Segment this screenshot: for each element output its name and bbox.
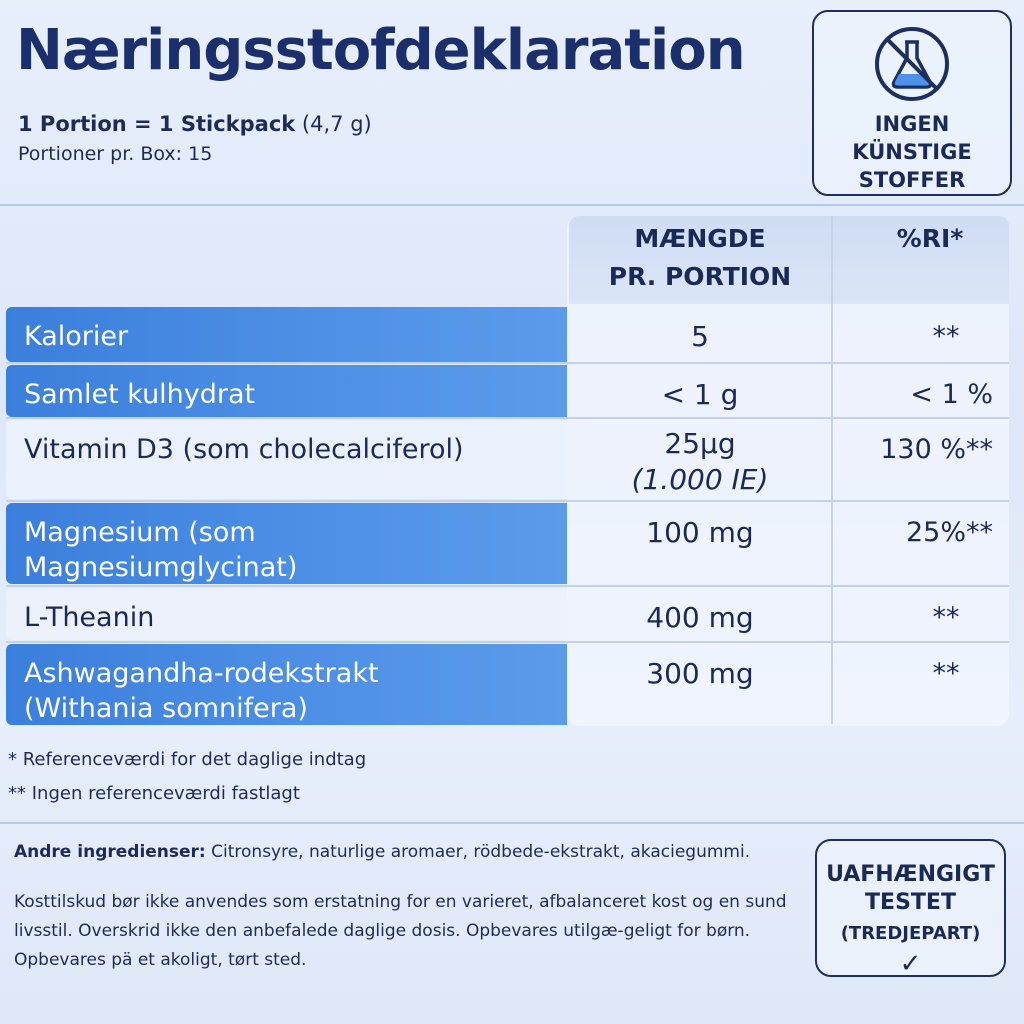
row-amount	[569, 420, 831, 499]
row-name: Magnesium (som Magnesiumglycinat)	[6, 503, 567, 584]
row-ri: **	[932, 658, 960, 689]
row-amount-value: 100 mg	[646, 516, 754, 549]
row-separator	[6, 585, 1009, 587]
servings-per-box: Portioner pr. Box: 15	[18, 143, 213, 165]
row-amount	[569, 588, 831, 640]
row-amount-value: < 1 g	[661, 378, 739, 411]
header-amount-line2: PR. PORTION	[608, 262, 792, 291]
row-separator	[6, 362, 1009, 364]
row-name: Vitamin D3 (som cholecalciferol)	[6, 420, 567, 499]
ingredients-label: Andre ingredienser:	[14, 842, 206, 862]
ingredients-text: Citronsyre, naturlige aromaer, rödbede-ekstrakt, akaciegummi.	[205, 842, 751, 862]
row-amount-sub: (1.000 IE)	[631, 463, 769, 496]
header-ri-label: %RI*	[896, 224, 964, 253]
table-row	[6, 307, 1009, 362]
row-ri: **	[932, 321, 960, 352]
independent-tested-badge	[815, 839, 1006, 977]
row-ri: **	[932, 602, 960, 633]
row-separator	[6, 417, 1009, 419]
row-amount	[569, 307, 831, 362]
row-amount-value: 25µg	[664, 427, 736, 460]
row-amount	[569, 365, 831, 417]
badge-bottom-line3: (TREDJEPART)	[840, 923, 981, 944]
badge-bottom-line1: UAFHÆNGIGT	[826, 862, 995, 887]
badge-top-line3: STOFFER	[858, 168, 966, 192]
portion-size-bold: 1 Portion = 1 Stickpack	[18, 112, 296, 136]
table-row	[6, 420, 1009, 499]
badge-bottom-line2: TESTET	[865, 890, 956, 915]
row-amount	[569, 644, 831, 725]
no-flask-icon	[872, 24, 952, 104]
portion-size	[18, 112, 372, 136]
row-separator	[6, 500, 1009, 502]
header-amount	[569, 216, 831, 304]
row-separator	[6, 641, 1009, 643]
row-amount-value: 5	[691, 320, 709, 353]
table-row	[6, 644, 1009, 725]
row-amount-value: 400 mg	[646, 601, 754, 634]
disclaimer-text: Kosttilskud bør ikke anvendes som erstatning for en varieret, afbalanceret kost og en sund livsstil. Overskrid ikke den anbefalede daglige dosis. Opbevares utilgæ-geligt for børn. Opbevares pä et akoligt, tørt sted.	[14, 892, 787, 970]
page-title: Næringsstofdeklaration	[16, 18, 745, 83]
no-artificial-badge	[812, 10, 1012, 196]
row-amount-value: 300 mg	[646, 657, 754, 690]
row-ri: < 1 %	[910, 379, 993, 410]
other-ingredients	[14, 842, 750, 862]
top-divider	[0, 204, 1024, 206]
table-row	[6, 503, 1009, 584]
badge-top-line2: KÜNSTIGE	[852, 140, 972, 164]
row-amount	[569, 503, 831, 584]
table-row	[6, 588, 1009, 640]
footnote-ri: * Referenceværdi for det daglige indtag	[8, 749, 367, 770]
portion-weight: (4,7 g)	[295, 112, 372, 136]
header-amount-line1: MÆNGDE	[634, 224, 766, 253]
bottom-divider	[0, 822, 1024, 824]
row-name: L-Theanin	[6, 588, 567, 640]
row-name: Samlet kulhydrat	[6, 365, 567, 417]
row-ri: 25%**	[905, 517, 993, 548]
row-ri: 130 %**	[880, 434, 993, 465]
footnote-no-ri: ** Ingen referenceværdi fastlagt	[8, 783, 300, 804]
table-row	[6, 365, 1009, 417]
checkmark-icon: ✓	[899, 949, 922, 979]
badge-top-line1: INGEN	[874, 112, 950, 136]
row-name: Ashwagandha-rodekstrakt (Withania somnifera)	[6, 644, 567, 725]
row-name: Kalorier	[6, 307, 567, 362]
header-ri	[833, 216, 1009, 304]
